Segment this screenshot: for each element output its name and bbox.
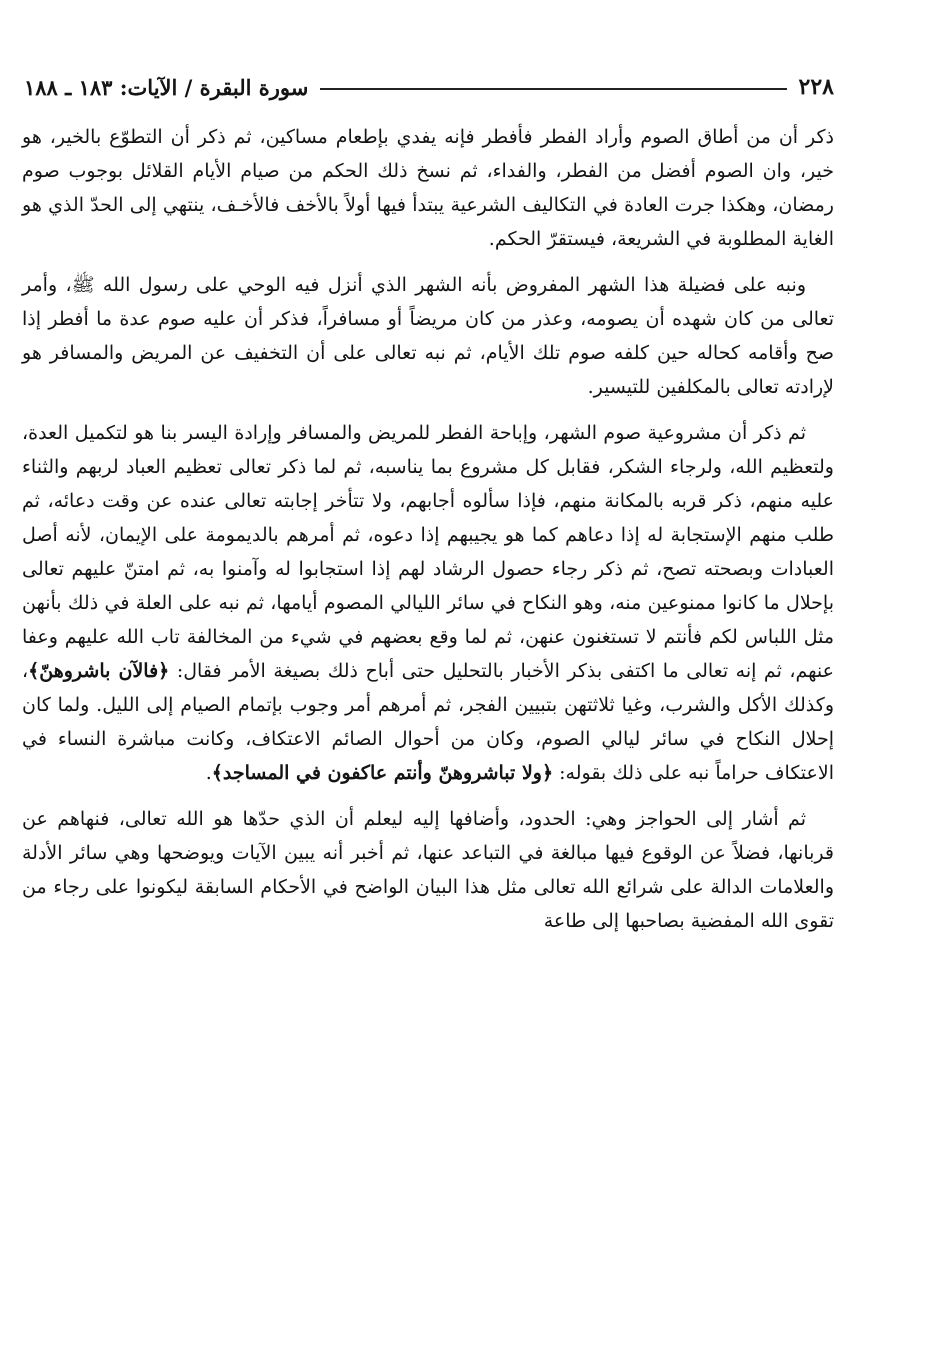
- page-number: ٢٢٨: [798, 74, 834, 100]
- scan-speck: [928, 1290, 934, 1312]
- paragraph-text: ثم أشار إلى الحواجز وهي: الحدود، وأضافها إليه ليعلم أن الذي حدّها هو الله تعالى، فنهاهم عن قربانها، فضلاً عن الوقوع فيها مبالغة في التباعد عنها، ثم أخبر أنه يبين الآيات ويوضحها وهي سائر الأدلة والعلامات الدالة على شرائع الله تعالى مثل هذا البيان الواضح في الأحكام السابقة ليكونوا على رجاء من تقوى الله المفضية بصاحبها إلى طاعة: [22, 808, 834, 932]
- paragraph: [22, 120, 834, 256]
- paragraph: [22, 802, 834, 938]
- quran-quote: ﴿فالآن باشروهنّ﴾: [28, 660, 170, 682]
- body-text: [22, 120, 834, 950]
- header-rule: [320, 88, 786, 90]
- paragraph-text: ثم ذكر أن مشروعية صوم الشهر، وإباحة الفطر للمريض والمسافر وإرادة اليسر بنا هو لتكميل العدة، ولتعظيم الله، ولرجاء الشكر، فقابل كل مشروع بما يناسبه، ثم لما ذكر تعالى تعظيم العباد لربهم والثناء عليه منهم، ذكر قربه بالمكانة منهم، فإذا سألوه أجابهم، ولا تتأخر إجابته تعالى عنده عن وقت دعائه، ثم طلب منهم الإستجابة له إذا دعاهم كما هو يجيبهم إذا دعوه، ثم أمرهم بالديمومة على الإيمان، لأنه أصل العبادات وبصحته تصح، ثم ذكر رجاء حصول الرشاد لهم إذا استجابوا له وآمنوا به، ثم امتنّ عليهم تعالى بإحلال ما كانوا ممنوعين منه، وهو النكاح في سائر الليالي المصوم أيامها، ثم نبه على العلة في ذلك بأنهن مثل اللباس لكم فأنتم لا تستغنون عنهن، ثم لما وقع بعضهم في شيء من المخالفة تاب الله عليهم وعفا عنهم، ثم إنه تعالى ما اكتفى بذكر الأخبار بالتحليل حتى أباح ذلك بصيغة الأمر فقال:: [22, 422, 834, 682]
- paragraph-text: ذكر أن من أطاق الصوم وأراد الفطر فأفطر فإنه يفدي بإطعام مساكين، ثم ذكر أن التطوّع بالخير، هو خير، وان الصوم أفضل من الفطر، والفداء، ثم نسخ ذلك الحكم من صيام الأيام القلائل بوجوب صوم رمضان، وهكذا جرت العادة في التكاليف الشرعية يبتدأ فيها أولاً بالأخف فالأخـف، ينتهي إلى الحدّ الذي هو الغاية المطلوبة في الشريعة، فيستقرّ الحكم.: [22, 126, 834, 250]
- running-title: سورة البقرة / الآيات: ١٨٣ ـ ١٨٨: [24, 74, 309, 100]
- quran-quote: ﴿ولا تباشروهنّ وأنتم عاكفون في المساجد﴾: [211, 762, 554, 784]
- paragraph: [22, 416, 834, 790]
- paragraph: [22, 268, 834, 404]
- running-header: [24, 70, 834, 104]
- paragraph-text: .: [205, 762, 212, 784]
- paragraph-text: ، وكذلك الأكل والشرب، وغيا ثلاثتهن بتبيين الفجر، ثم أمرهم أمر وجوب بإتمام الصيام إلى الليل. ولما كان إحلال النكاح في سائر ليالي الصوم، وكان من أحوال الصائم الاعتكاف، وكانت مباشرة النساء في الاعتكاف حراماً نبه على ذلك بقوله:: [22, 660, 834, 784]
- paragraph-text: ونبه على فضيلة هذا الشهر المفروض بأنه الشهر الذي أنزل فيه الوحي على رسول الله ﷺ، وأمر تعالى من كان شهده أن يصومه، وعذر من كان مريضاً أو مسافراً، فذكر أن عليه صوم عدة ما أفطر إذا صح وأقامه كحاله حين كلفه صوم تلك الأيام، ثم نبه تعالى على أن التخفيف عن المريض والمسافر هو لإرادته تعالى بالمكلفين للتيسير.: [22, 274, 834, 398]
